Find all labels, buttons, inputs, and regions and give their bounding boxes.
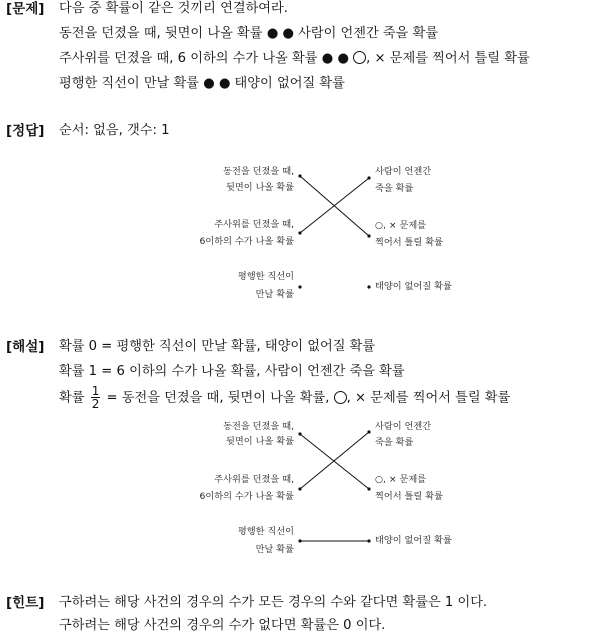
diagram-2-left-2a: 주사위를 던졌을 때, bbox=[214, 474, 294, 485]
diagram-2-right-2a: ○, × 문제를 bbox=[375, 474, 427, 485]
diagram-1-left-3b: 만날 확률 bbox=[255, 289, 294, 300]
problem-line-1: 다음 중 확률이 같은 것끼리 연결하여라. bbox=[59, 1, 288, 16]
problem-line-4: 평행한 직선이 만날 확률 ● ● 태양이 없어질 확률 bbox=[59, 76, 345, 91]
diagram-2-left-3b: 만날 확률 bbox=[255, 544, 294, 555]
diagram-1-right-2a: ○, × 문제를 bbox=[375, 220, 427, 231]
explanation-line-3-prefix: 확률 bbox=[59, 390, 85, 406]
diagram-2-right-1a: 사람이 언젠간 bbox=[375, 421, 432, 432]
diagram-2-right-2b: 찍어서 틀릴 확률 bbox=[375, 491, 443, 502]
problem-line-3-a: 주사위를 던졌을 때, 6 이하의 수가 나올 확률 ● ● bbox=[59, 51, 349, 66]
diagram-1-left-1b: 뒷면이 나올 확률 bbox=[226, 182, 294, 193]
hint-label: [힌트] bbox=[6, 595, 45, 611]
diagram-2-dot-l2 bbox=[298, 487, 301, 490]
diagram-1-left-1a: 동전을 던졌을 때, bbox=[223, 166, 294, 177]
diagram-2-left-1a: 동전을 던졌을 때, bbox=[223, 421, 294, 432]
diagram-1-right-1a: 사람이 언젠간 bbox=[375, 166, 432, 177]
problem-line-3-b: , × 문제를 찍어서 틀릴 확률 bbox=[366, 51, 530, 66]
diagram-2-dot-r2 bbox=[367, 487, 370, 490]
answer-text: 순서: 없음, 갯수: 1 bbox=[59, 123, 170, 138]
fraction-denominator: 2 bbox=[91, 397, 100, 411]
diagram-2-dot-r1 bbox=[367, 430, 370, 433]
diagram-1-left-2b: 6이하의 수가 나올 확률 bbox=[199, 236, 294, 247]
explanation-line-3-a: = 동전을 던졌을 때, 뒷면이 나올 확률, bbox=[106, 390, 330, 406]
diagram-2-right-3: 태양이 없어질 확률 bbox=[375, 535, 452, 546]
problem-label: [문제] bbox=[6, 1, 45, 17]
explanation-line-1: 확률 0 = 평행한 직선이 만날 확률, 태양이 없어질 확률 bbox=[59, 339, 376, 354]
diagram-1-left-3a: 평행한 직선이 bbox=[237, 271, 294, 282]
hint-line-2: 구하려는 해당 사건의 경우의 수가 없다면 확률은 0 이다. bbox=[59, 618, 386, 633]
explanation-line-2: 확률 1 = 6 이하의 수가 나올 확률, 사람이 언젠간 죽을 확률 bbox=[59, 364, 405, 379]
diagram-2-left-3a: 평행한 직선이 bbox=[237, 526, 294, 537]
explanation-line-3-b: , × 문제를 찍어서 틀릴 확률 bbox=[346, 390, 511, 406]
explanation-label: [해설] bbox=[6, 339, 45, 355]
diagram-1-right-3: 태양이 없어질 확률 bbox=[375, 281, 452, 292]
diagram-2-dot-l1 bbox=[298, 432, 301, 435]
answer-label: [정답] bbox=[6, 123, 45, 139]
fraction-numerator: 1 bbox=[91, 384, 100, 398]
diagram-1-right-1b: 죽을 확률 bbox=[375, 183, 414, 194]
diagram-1-left-2a: 주사위를 던졌을 때, bbox=[214, 219, 294, 230]
hint-line-1: 구하려는 해당 사건의 경우의 수가 모든 경우의 수와 같다면 확률은 1 이다. bbox=[59, 595, 488, 610]
diagram-2-dot-r3 bbox=[367, 539, 370, 542]
problem-line-2: 동전을 던졌을 때, 뒷면이 나올 확률 ● ● 사람이 언젠간 죽을 확률 bbox=[59, 26, 439, 41]
diagram-1-right-2b: 찍어서 틀릴 확률 bbox=[375, 237, 443, 248]
diagram-2-left-2b: 6이하의 수가 나올 확률 bbox=[199, 491, 294, 502]
diagram-2-dot-l3 bbox=[298, 539, 301, 542]
diagram-2-left-1b: 뒷면이 나올 확률 bbox=[226, 436, 294, 447]
diagram-2-right-1b: 죽을 확률 bbox=[375, 437, 414, 448]
